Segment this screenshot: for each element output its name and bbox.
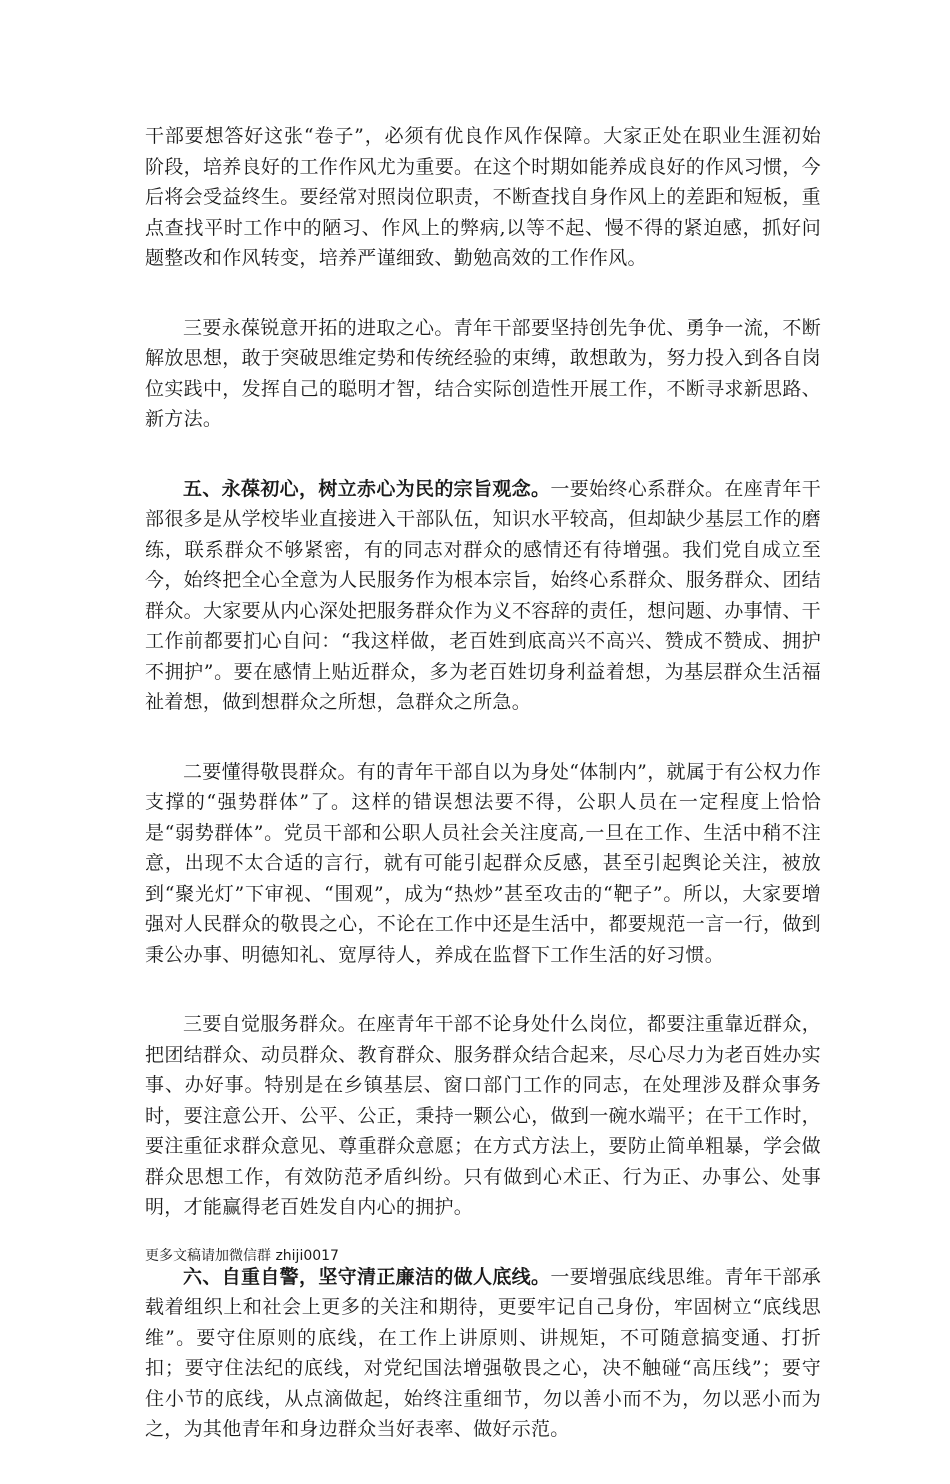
paragraph-6 bbox=[145, 1262, 821, 1445]
paragraph-2-text: 三要永葆锐意开拓的进取之心。青年干部要坚持创先争优、勇争一流，不断解放思想，敢于突破思维定势和传统经验的束缚，敢想敢为，努力投入到各自岗位实践中，发挥自己的聪明才智，结合实际创造性开展工作，不断寻求新思路、新方法。 bbox=[145, 316, 821, 430]
section-6-heading: 六、自重自警，坚守清正廉洁的做人底线。 bbox=[183, 1265, 551, 1288]
paragraph-1 bbox=[145, 121, 821, 274]
paragraph-3 bbox=[145, 474, 821, 718]
page-footer: 更多文稿请加微信群 zhiji0017 bbox=[145, 1248, 339, 1264]
paragraph-2 bbox=[145, 313, 821, 435]
section-5-heading: 五、永葆初心，树立赤心为民的宗旨观念。 bbox=[183, 477, 551, 500]
paragraph-5 bbox=[145, 1009, 821, 1223]
paragraph-3-text: 一要始终心系群众。在座青年干部很多是从学校毕业直接进入干部队伍，知识水平较高，但却缺少基层工作的磨练，联系群众不够紧密，有的同志对群众的感情还有待增强。我们党自成立至今，始终把全心全意为人民服务作为根本宗旨，始终心系群众、服务群众、团结群众。大家要从内心深处把服务群众作为义不容辞的责任，想问题、办事情、干工作前都要扪心自问：“我这样做，老百姓到底高兴不高兴、赞成不赞成、拥护不拥护”。要在感情上贴近群众，多为老百姓切身利益着想，为基层群众生活福祉着想，做到想群众之所想，急群众之所急。 bbox=[145, 477, 822, 713]
paragraph-4-text: 二要懂得敬畏群众。有的青年干部自以为身处“体制内”，就属于有公权力作支撑的“强势群体”了。这样的错误想法要不得，公职人员在一定程度上恰恰是“弱势群体”。党员干部和公职人员社会关注度高,一旦在工作、生活中稍不注意，出现不太合适的言行，就有可能引起群众反感，甚至引起舆论关注，被放到“聚光灯”下审视、“围观”，成为“热炒”甚至攻击的“靶子”。所以，大家要增强对人民群众的敬畏之心，不论在工作中还是生活中，都要规范一言一行，做到秉公办事、明德知礼、宽厚待人，养成在监督下工作生活的好习惯。 bbox=[145, 760, 821, 966]
document-body bbox=[145, 121, 821, 1484]
paragraph-5-text: 三要自觉服务群众。在座青年干部不论身处什么岗位，都要注重靠近群众，把团结群众、动员群众、教育群众、服务群众结合起来，尽心尽力为老百姓办实事、办好事。特别是在乡镇基层、窗口部门工作的同志，在处理涉及群众事务时，要注意公开、公平、公正，秉持一颗公心，做到一碗水端平；在干工作时，要注重征求群众意见、尊重群众意愿；在方式方法上，要防止简单粗暴，学会做群众思想工作，有效防范矛盾纠纷。只有做到心术正、行为正、办事公、处事明，才能赢得老百姓发自内心的拥护。 bbox=[145, 1013, 821, 1218]
paragraph-1-text: 干部要想答好这张“卷子”，必须有优良作风作保障。大家正处在职业生涯初始阶段，培养良好的工作作风尤为重要。在这个时期如能养成良好的作风习惯，今后将会受益终生。要经常对照岗位职责，不断查找自身作风上的差距和短板，重点查找平时工作中的陋习、作风上的弊病,以等不起、慢不得的紧迫感，抓好问题整改和作风转变，培养严谨细致、勤勉高效的工作作风。 bbox=[145, 125, 821, 269]
paragraph-6-text: 一要增强底线思维。青年干部承载着组织上和社会上更多的关注和期待，更要牢记自己身份，牢固树立“底线思维”。要守住原则的底线，在工作上讲原则、讲规矩，不可随意搞变通、打折扣；要守住法纪的底线，对党纪国法增强敬畏之心，决不触碰“高压线”；要守住小节的底线，从点滴做起，始终注重细节，勿以善小而不为，勿以恶小而为之，为其他青年和身边群众当好表率、做好示范。 bbox=[145, 1265, 822, 1440]
paragraph-4 bbox=[145, 757, 821, 971]
